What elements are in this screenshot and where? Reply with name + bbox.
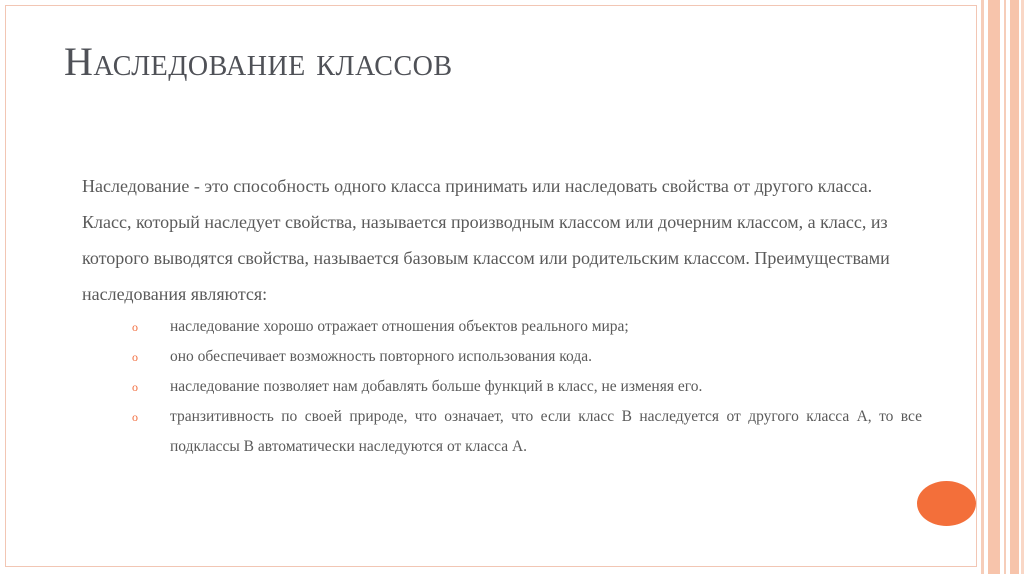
decorative-orange-circle xyxy=(917,481,976,526)
list-item xyxy=(82,312,922,342)
decorative-stripe xyxy=(1010,0,1019,574)
list-item-text: наследование позволяет нам добавлять больше функций в класс, не изменяя его. xyxy=(170,378,703,395)
list-item xyxy=(82,402,922,462)
decorative-stripe xyxy=(981,0,984,574)
benefits-list xyxy=(82,312,922,462)
circle-bullet-icon: o xyxy=(132,410,138,424)
list-item xyxy=(82,372,922,402)
decorative-stripe xyxy=(988,0,1000,574)
intro-paragraph: Наследование - это способность одного класса принимать или наследовать свойства от другого класса. Класс, который наследует свойства, называется производным классом или дочерним классом, а класс, из которого выводятся свойства, называется базовым классом или родительским классом. Преимуществами наследования являются: xyxy=(82,176,890,304)
slide-title: Наследование классов xyxy=(64,39,453,84)
list-item xyxy=(82,342,922,372)
slide-body xyxy=(82,168,922,462)
circle-bullet-icon: o xyxy=(132,380,138,394)
circle-bullet-icon: o xyxy=(132,350,138,364)
circle-bullet-icon: o xyxy=(132,320,138,334)
list-item-text: наследование хорошо отражает отношения объектов реального мира; xyxy=(170,318,629,335)
list-item-text: оно обеспечивает возможность повторного использования кода. xyxy=(170,348,592,365)
list-item-text: транзитивность по своей природе, что означает, что если класс B наследуется от другого класса A, то все подклассы B автоматически наследуются от класса A. xyxy=(170,408,922,455)
decorative-stripe xyxy=(1004,0,1006,574)
